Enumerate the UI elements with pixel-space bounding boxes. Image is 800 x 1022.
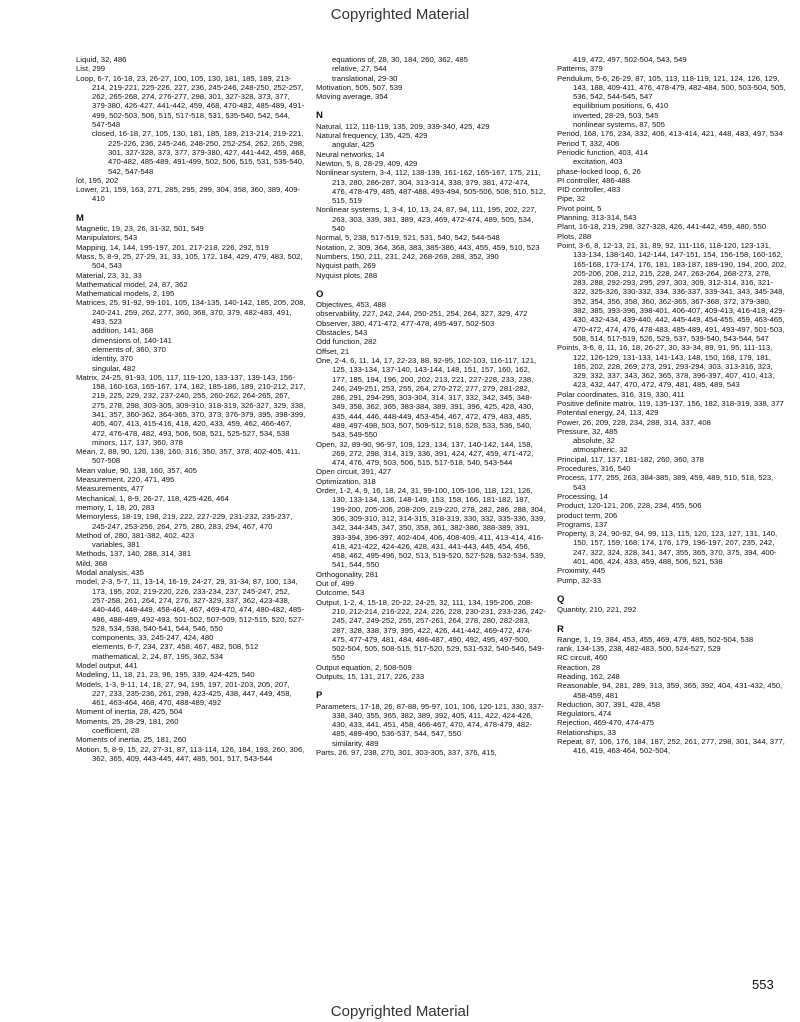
index-entry: Matrices, 25, 91-92, 99-101, 105, 134-135, 140-142, 185, 205, 208, 240-241, 259, 262, 277, 360, 368, 370, 379, 482-483, 491, 493, 523 — [76, 298, 306, 327]
index-subentry: singular, 482 — [92, 363, 136, 373]
index-entry: Natural, 112, 118-119, 135, 209, 339-340, 425, 429 — [316, 121, 490, 131]
index-entry: Motivation, 505, 507, 539 — [316, 82, 403, 92]
index-entry: Parts, 26, 97, 238, 270, 301, 303-305, 337, 376, 415, — [316, 748, 497, 758]
index-entry: Nyquist plots, 288 — [316, 270, 378, 280]
index-entry: Optimization, 318 — [316, 476, 376, 486]
index-entry: Relationships, 33 — [557, 727, 616, 737]
index-entry: Pendulum, 5-6, 26-29, 87, 105, 113, 118-119, 121, 124, 126, 129, 143, 188, 409-411, 476, 478-479, 482-484, 500, 503-504, 505, 536, 542, 544-545, 547 — [557, 73, 786, 102]
index-entry: Moments, 25, 28-29, 181, 260 — [76, 716, 179, 726]
index-entry: observability, 227, 242, 244, 250-251, 254, 264, 327, 329, 472 — [316, 309, 528, 319]
index-entry: Parameters, 17-18, 26, 87-88, 95-97, 101, 106, 120-121, 330, 337-338, 340, 355, 365, 382, 389, 392, 405, 411, 422, 424-426, 430, 433, 441, 451, 458, 466-467, 470, 474, 478-479, 482-485, 489-490, 536-537, 544, 547, 550 — [316, 701, 544, 739]
index-entry: Obstacles, 543 — [316, 328, 368, 338]
index-entry: Polar coordinates, 316, 319, 330, 411 — [557, 389, 685, 399]
index-subentry: variables, 381 — [92, 540, 140, 550]
index-subentry: closed, 16-18, 27, 105, 130, 181, 185, 189, 213-214, 219-221, 225-226, 236, 245-246, 248-250, 252-254, 262, 265, 298, 301, 327-328, 373, 377, 379-380, 427, 441-442, 459, 468, 470-482, 485-489, 491-499, 502, 506, 515, 531, 535-540, 542, 547-548 — [92, 129, 306, 176]
index-entry: Property, 3, 24, 90-92, 94, 99, 113, 115, 120, 123, 127, 131, 140, 150, 157, 159, 168, 174, 176, 179, 196-197, 207, 235, 242, 247, 322, 324, 328, 341, 347, 355, 365, 370, 375, 394, 400-401, 406, 424, 433, 459, 488, 506, 521, 538 — [557, 529, 778, 567]
index-entry: Modeling, 11, 18, 21, 23, 96, 195, 339, 424-425, 540 — [76, 670, 255, 680]
index-entry: Pipe, 32 — [557, 194, 586, 204]
index-subentry: angular, 425 — [332, 140, 375, 150]
index-subentry: atmospheric, 32 — [573, 445, 628, 455]
index-entry: PI controller, 486-488 — [557, 175, 631, 185]
index-entry: Out of, 499 — [316, 579, 355, 589]
index-entry: Model output, 441 — [76, 661, 138, 670]
index-entry: Orthogonality, 281 — [316, 569, 379, 579]
index-column-1 — [76, 55, 306, 763]
index-entry: Modal analysis, 435 — [76, 568, 144, 578]
index-entry: Mean, 2, 88, 90, 120, 138, 160, 316, 350, 357, 378, 402-405, 411, 507-508 — [76, 447, 301, 466]
index-entry: Nonlinear systems, 1, 3-4, 10, 13, 24, 87, 94, 111, 195, 202, 227, 263, 303, 339, 381, 389, 423, 469, 472-474, 489, 505, 534, 540 — [316, 205, 537, 234]
index-entry: Patterns, 379 — [557, 64, 603, 74]
index-subentry: elements of, 360, 370 — [92, 344, 166, 354]
index-entry: model, 2-3, 5-7, 11, 13-14, 16-19, 24-27, 29, 31-34, 87, 100, 134, 173, 195, 202, 219-220, 226, 233-234, 237, 245-247, 252, 257-258, 261, 264, 274, 276, 327-329, 337, 362, 423-438, 440-446, 448-449, 458-464, 467, 469-470, 474, 480-482, 485-486, 488-489, 492-493, 501-502, 507-509, 512-515, 520, 527-528, 534, 538, 540-541, 544, 546, 550 — [76, 577, 305, 633]
index-subentry: absolute, 32 — [573, 436, 615, 446]
index-entry-continuation: 419, 472, 497, 502-504, 543, 549 — [573, 55, 687, 64]
index-subentry: minors, 117, 137, 360, 378 — [92, 437, 183, 447]
index-entry: Output, 1-2, 4, 15-18, 20-22, 24-25, 32, 111, 134, 195-206, 208-210, 212-214, 216-222, 224, 226, 228, 230-231, 233-236, 242-245, 247, 249-252, 255, 257-261, 264, 278, 280, 282-283, 287, 328, 338, 379, 395, 422, 426, 441-442, 469-472, 474-475, 477-479, 481, 484, 486-487, 490, 492, 495, 497-500, 502-504, 505, 508-515, 517-520, 529, 531-532, 540-546, 549-550 — [316, 597, 546, 663]
index-entry: Liquid, 32, 486 — [76, 55, 127, 64]
index-section-letter: Q — [557, 593, 565, 605]
index-entry: Point, 3-6, 8, 12-13, 21, 31, 89, 92, 111-116, 118-120, 123-131, 133-134, 138-140, 142-144, 147-151, 154, 156-158, 160-162, 165-168, 173-174, 176, 181, 183-187, 189-190, 194, 200, 202, 205-206, 208, 212, 215, 228, 247, 263-264, 268-273, 278, 283, 288, 292-293, 295, 297, 303, 309, 312-314, 316, 321-322, 325-326, 330-332, 334, 336-337, 339-341, 343, 345-348, 352, 354, 356, 358, 360, 362-365, 367-368, 372, 379-380, 382, 385, 393-396, 398-401, 406-407, 409-413, 416-418, 429-430, 432-434, 439-440, 442, 445-449, 454-455, 459, 463-465, 470-472, 474, 476, 478-483, 485-489, 491, 493-497, 501-503, 508, 514, 517-519, 526, 529, 537, 539-540, 543-544, 547 — [557, 240, 787, 343]
index-entry: Memoryless, 18-19, 198, 219, 222, 227-229, 231-232, 235-237, 245-247, 253-256, 264, 275, 280, 283, 294, 467, 470 — [76, 512, 293, 531]
index-entry: Plots, 288 — [557, 231, 592, 241]
index-entry: Period, 168, 176, 234, 332, 406, 413-414, 421, 448, 483, 497, 534 — [557, 129, 783, 139]
index-subentry: addition, 141, 368 — [92, 326, 154, 336]
index-entry: Offset, 21 — [316, 346, 350, 356]
index-entry: product term, 206 — [557, 510, 618, 520]
index-subentry: similarity, 489 — [332, 738, 379, 748]
index-entry: Newton, 5, 8, 28-29, 409, 429 — [316, 158, 418, 168]
index-subentry: excitation, 403 — [573, 157, 623, 167]
index-subentry: relative, 27, 544 — [332, 64, 387, 74]
index-entry: Plant, 16-18, 219, 298, 327-328, 426, 441-442, 459, 480, 550 — [557, 222, 767, 232]
index-entry: Pivot point, 5 — [557, 203, 602, 213]
index-entry: Points, 3-6, 8, 11, 16, 18, 26-27, 30, 33-34, 89, 91, 95, 111-113, 122, 126-129, 131-133, 141-143, 148, 150, 168, 179, 181, 185, 202, 228, 269, 273, 291, 293-294, 303, 313-316, 323, 329, 332, 337, 343, 362, 365, 378, 396-397, 407, 410, 413, 423, 432, 447, 470, 472, 479, 481, 485, 489, 543 — [557, 343, 775, 390]
index-entry: Models, 1-3, 9-11, 14, 18, 27, 94, 195, 197, 201-203, 205, 207, 227, 233, 235-236, 261, 298, 423-425, 438, 447, 449, 458, 461, 463-464, 468, 470, 488-489, 492 — [76, 679, 292, 708]
index-entry: Nyquist path, 269 — [316, 261, 376, 271]
index-column-3 — [557, 55, 787, 756]
index-subentry: nonlinear systems, 87, 505 — [573, 120, 665, 130]
index-entry: Repeat, 87, 106, 176, 184, 187, 252, 261, 277, 298, 301, 344, 377, 416, 419, 463-464, 502-504, — [557, 737, 785, 756]
index-subentry: translational, 29-30 — [332, 73, 398, 83]
index-section-letter: M — [76, 212, 84, 224]
index-entry: Programs, 137 — [557, 519, 608, 529]
index-section-letter: O — [316, 288, 324, 300]
index-entry: Reduction, 307, 391, 428, 458 — [557, 699, 661, 709]
index-entry: Measurement, 220, 471, 495 — [76, 475, 175, 485]
index-entry: rank, 134-135, 238, 482-483, 500, 524-527, 529 — [557, 644, 721, 654]
index-entry: Output equation, 2, 508-509 — [316, 662, 412, 672]
index-entry: Methods, 137, 140, 288, 314, 381 — [76, 549, 191, 559]
index-entry: Power, 26, 209, 228, 234, 288, 314, 337, 408 — [557, 417, 711, 427]
index-entry: Motion, 5, 8-9, 15, 22, 27-31, 87, 113-114, 126, 184, 193, 260, 306, 362, 365, 409, 443-445, 447, 485, 501, 517, 543-544 — [76, 744, 305, 763]
index-entry: Objectives, 453, 488 — [316, 300, 387, 310]
index-entry: Outputs, 15, 131, 217, 226, 233 — [316, 672, 425, 681]
index-entry: Mapping, 14, 144, 195-197, 201, 217-218, 226, 292, 519 — [76, 242, 269, 252]
index-entry: Moments of inertia, 25, 181, 260 — [76, 735, 187, 745]
index-entry: Product, 120-121, 206, 228, 234, 455, 506 — [557, 501, 702, 511]
index-entry: Pump, 32-33 — [557, 575, 602, 585]
index-section-letter: R — [557, 623, 564, 635]
index-entry: RC circuit, 460 — [557, 653, 608, 663]
index-entry: Quantity, 210, 221, 292 — [557, 605, 637, 615]
index-subentry: mathematical, 2, 24, 87, 195, 362, 534 — [92, 651, 224, 661]
index-subentry: coefficient, 28 — [92, 726, 140, 736]
index-entry: Manipulators, 543 — [76, 233, 138, 243]
page-number: 553 — [752, 977, 774, 992]
index-entry: Magnetic, 19, 23, 26, 31-32, 501, 549 — [76, 224, 204, 234]
index-entry: Mechanical, 1, 8-9, 26-27, 118, 425-426, 464 — [76, 493, 229, 503]
index-entry: Open, 32, 89-90, 96-97, 109, 123, 134, 137, 140-142, 144, 158, 269, 272, 298, 314, 319, 336, 391, 424, 427, 459, 471-472, 474, 476, 479, 503, 506, 515, 517-518, 540, 543-544 — [316, 439, 534, 468]
index-entry: Periodic function, 403, 414 — [557, 147, 649, 157]
index-entry: PID controller, 483 — [557, 185, 621, 195]
index-entry: Rejection, 469-470, 474-475 — [557, 718, 655, 728]
index-subentry: dimensions of, 140-141 — [92, 335, 172, 345]
index-entry: Lower, 21, 159, 163, 271, 285, 295, 299, 304, 358, 360, 389, 409-410 — [76, 185, 300, 204]
index-entry: Notation, 2, 309, 364, 368, 383, 385-386, 443, 455, 459, 510, 523 — [316, 242, 540, 252]
index-entry: Neural networks, 14 — [316, 149, 385, 159]
index-entry: One, 2-4, 6, 11, 14, 17, 22-23, 88, 92-95, 102-103, 116-117, 121, 125, 133-134, 137-140, 143-144, 148, 151, 157, 160, 162, 177, 185, 194, 196, 200, 202, 213, 221, 227-228, 233, 238, 246, 249-251, 253, 255, 264, 270-272, 277, 279, 281-282, 286, 291, 294-295, 303-304, 314, 317, 332, 342, 345, 348-349, 358, 362, 365, 383-384, 389, 391, 396, 425, 428, 430, 435, 444, 446, 448-449, 453-454, 467, 472, 479, 483, 485, 489, 497-498, 503, 507, 509-512, 518, 528, 533, 536, 540, 543, 549-550 — [316, 355, 537, 440]
index-entry: Measurements, 477 — [76, 484, 144, 494]
index-entry: Procedures, 316, 540 — [557, 464, 631, 474]
index-entry: memory, 1, 18, 20, 283 — [76, 502, 155, 512]
index-entry: Principal, 117, 137, 181-182, 260, 360, 378 — [557, 454, 704, 464]
index-section-letter: N — [316, 110, 323, 122]
index-entry: Mathematical model, 24, 87, 362 — [76, 279, 188, 289]
copyright-watermark-top: Copyrighted Material — [330, 6, 470, 23]
index-entry: Material, 23, 31, 33 — [76, 270, 142, 280]
index-entry: Process, 177, 255, 263, 384-385, 389, 459, 489, 510, 518, 523, 543 — [557, 473, 774, 492]
index-entry: Reading, 162, 248 — [557, 672, 620, 681]
index-entry: Potential energy, 24, 113, 429 — [557, 408, 659, 418]
index-entry: Period T, 332, 406 — [557, 138, 620, 148]
index-entry: Mathematical models, 2, 195 — [76, 289, 175, 299]
index-entry: Mass, 5, 8-9, 25, 27-29, 31, 33, 105, 172, 184, 429, 479, 483, 502, 504, 543 — [76, 251, 303, 271]
index-entry: Open circuit, 391, 427 — [316, 467, 392, 477]
index-entry: Mild, 368 — [76, 558, 108, 568]
index-entry: Natural frequency, 135, 425, 429 — [316, 131, 428, 141]
index-entry: Observer, 380, 471-472, 477-478, 495-497, 502-503 — [316, 318, 495, 328]
index-subentry: identity, 370 — [92, 354, 133, 364]
index-section-letter: P — [316, 690, 323, 702]
index-subentry: equilibrium positions, 6, 410 — [573, 101, 669, 111]
index-entry: Moving average, 354 — [316, 92, 388, 102]
index-subentry: elements, 6-7, 234, 237, 458, 467, 482, 508, 512 — [92, 642, 259, 652]
index-entry: Odd function, 282 — [316, 337, 377, 347]
index-subentry: components, 33, 245-247, 424, 480 — [92, 633, 214, 643]
index-entry: Moment of inertia, 28, 425, 504 — [76, 707, 183, 717]
index-entry: Pressure, 32, 485 — [557, 426, 618, 436]
index-subentry: inverted, 28-29, 503, 545 — [573, 110, 659, 120]
index-entry: Outcome, 543 — [316, 588, 365, 598]
index-entry: Normal, 5, 238, 517-519, 521, 531, 540, 542, 544-548 — [316, 233, 500, 243]
index-entry: Reaction, 28 — [557, 662, 601, 672]
index-entry: phase-locked loop, 6, 26 — [557, 166, 641, 176]
index-entry: Positive definite matrix, 119, 135-137, 156, 182, 318-319, 338, 377 — [557, 398, 784, 408]
index-column-2 — [316, 55, 546, 757]
index-entry: Regulators, 474 — [557, 709, 612, 719]
index-entry: Processing, 14 — [557, 491, 608, 501]
index-entry: Matrix, 24-25, 91-93, 105, 117, 119-120, 133-137, 139-143, 156-158, 160-163, 165-167, 174, 182, 185-186, 189, 210-212, 217, 219, 225, 229, 232, 237-240, 255, 260-262, 264-265, 267, 275, 278, 298, 303-305, 309-310, 318-319, 326-327, 329, 338, 341, 357, 360-362, 364-365, 370, 373, 376-379, 395, 398-399, 405, 407, 413, 415-416, 418, 420, 433, 459, 462, 466-467, 472, 476-478, 482, 493, 506, 508, 521, 525-527, 534, 538 — [76, 372, 306, 438]
index-subentry: equations of, 28, 30, 184, 260, 362, 485 — [332, 55, 468, 64]
index-entry: Range, 1, 19, 384, 453, 455, 469, 479, 485, 502-504, 538 — [557, 634, 754, 644]
copyright-watermark-bottom: Copyrighted Material — [330, 1003, 470, 1020]
index-entry: Nonlinear system, 3-4, 112, 138-139, 161-162, 165-167, 175, 211, 213, 280, 286-287, 304, 313-314, 338, 379, 381, 472-474, 476, 478-479, 485, 487-488, 493-494, 505-506, 508, 510, 512, 515, 519 — [316, 168, 546, 206]
index-entry: Method of, 280, 381-382, 402, 423 — [76, 530, 194, 540]
index-entry: Mean value, 90, 138, 160, 357, 405 — [76, 465, 197, 475]
index-entry: Planning, 313-314, 543 — [557, 213, 637, 223]
index-entry: Proximity, 445 — [557, 566, 606, 576]
index-entry: Numbers, 150, 211, 231, 242, 268-269, 288, 352, 390 — [316, 251, 499, 261]
index-entry: Order, 1-2, 4, 9, 16, 18, 24, 31, 99-100, 105-106, 118, 121, 126, 130, 133-134, 136, 148-149, 153, 158, 166, 181-182, 187, 199-200, 205-206, 208-209, 219-220, 278, 282, 286, 288, 304, 306, 309-310, 312, 314-315, 318-319, 330, 332, 335-336, 339, 342, 344-345, 347, 350, 358, 361, 382-386, 388-389, 391, 393-394, 396-397, 402-404, 406, 408-409, 411, 413-414, 416-418, 421-422, 424-426, 428, 431, 441-443, 445, 454, 456, 458, 462, 495-496, 502, 513, 519-520, 527-528, 532-534, 539, 541, 544, 550 — [316, 486, 546, 570]
index-entry: Reasonable, 94, 281, 289, 313, 359, 365, 392, 404, 431-432, 450, 458-459, 481 — [557, 681, 783, 700]
index-entry: Loop, 6-7, 16-18, 23, 26-27, 100, 105, 130, 181, 185, 189, 213-214, 219-221, 225-226, 227, 236, 245-246, 248-250, 252-257, 262, 265-268, 274, 276-277, 298, 301, 327-328, 373, 377, 379-380, 426-427, 441-442, 459, 468, 470-482, 485-489, 491-499, 502-503, 506, 515, 517-518, 531, 535-540, 542, 544, 547-548 — [76, 73, 305, 130]
index-entry: List, 299 — [76, 64, 106, 74]
index-entry: lot, 195, 202 — [76, 175, 119, 185]
